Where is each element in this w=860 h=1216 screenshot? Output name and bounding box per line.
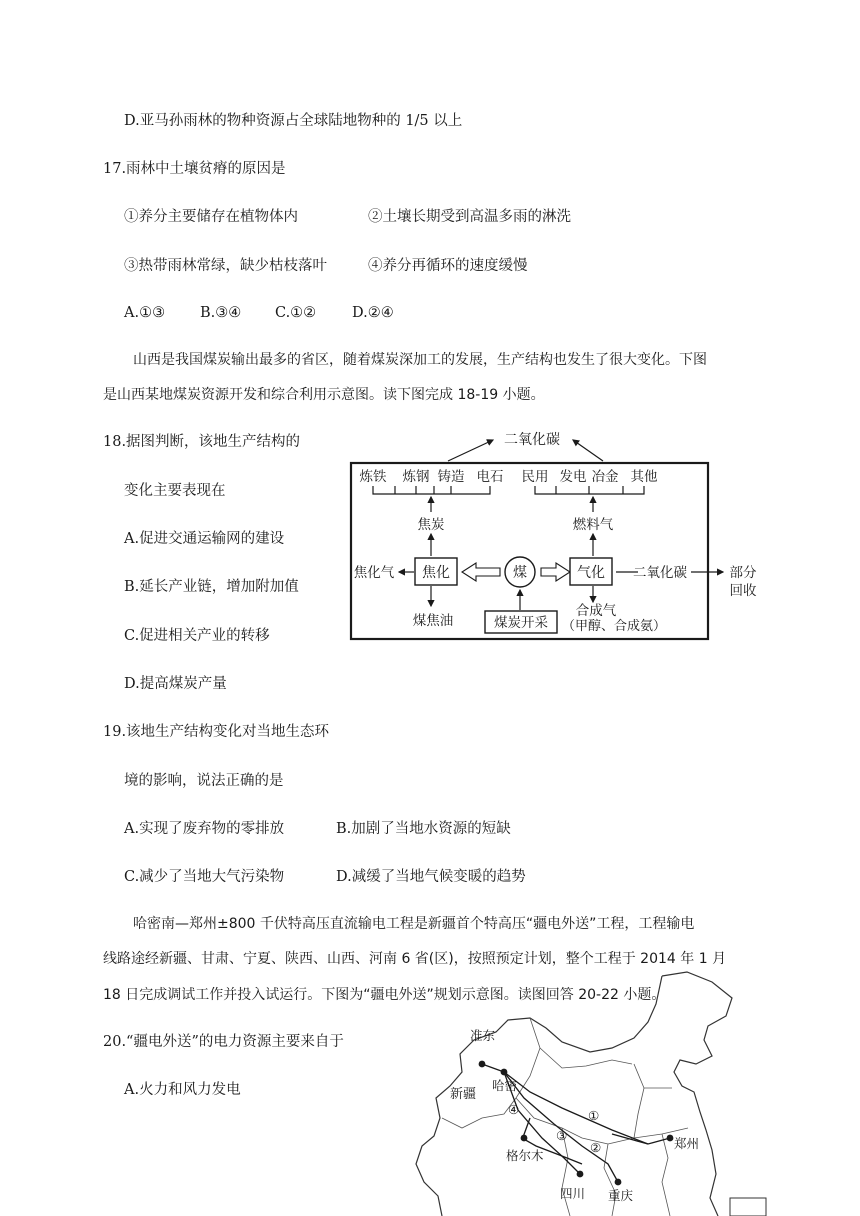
co2-right-label: 二氧化碳: [633, 565, 687, 581]
hechengqi-note: （甲醇、合成氨）: [561, 619, 667, 634]
q16-option-d: D.亚马孙雨林的物种资源占全球陆地物种的 1/5 以上: [124, 113, 463, 129]
use-liangang: 炼钢: [402, 469, 430, 485]
q18-option-a: A.促进交通运输网的建设: [124, 531, 285, 547]
south-sea-inset: [730, 1198, 766, 1216]
map-label-2: ②: [590, 1140, 602, 1155]
use-fadian: 发电: [559, 469, 587, 485]
mei-label: 煤: [513, 565, 527, 581]
map-label-zhengzhou: 郑州: [674, 1136, 700, 1151]
q17-item-2: ②土壤长期受到高温多雨的淋洗: [368, 209, 571, 225]
qihua-label: 气化: [577, 565, 605, 581]
q19-stem-line2: 境的影响，说法正确的是: [124, 773, 284, 789]
power-transmission-map: [412, 968, 772, 1216]
q20-option-a: A.火力和风力发电: [124, 1082, 241, 1098]
q17-option-a: A.①③: [124, 305, 166, 321]
intro1-line1: 山西是我国煤炭输出最多的省区，随着煤炭深加工的发展，生产结构也发生了很大变化。下图: [133, 352, 707, 368]
use-lianjie: 炼铁: [359, 469, 387, 485]
use-minyong: 民用: [521, 469, 549, 485]
q17-item-3: ③热带雨林常绿，缺少枯枝落叶: [124, 258, 327, 274]
coal-utilization-diagram: [348, 428, 768, 644]
intro2-line3: 18 日完成调试工作并投入试运行。下图为“疆电外送”规划示意图。读图回答 20-22 小题。: [103, 987, 666, 1003]
map-label-sichuan: 四川: [560, 1186, 586, 1201]
map-label-4: ④: [508, 1102, 520, 1117]
use-dianshi: 电石: [476, 469, 504, 485]
map-label-hami: 哈密: [492, 1078, 518, 1093]
map-label-zhundong: 准东: [470, 1028, 496, 1043]
q17-option-b: B.③④: [200, 305, 242, 321]
intro2-line1: 哈密南—郑州±800 千伏特高压直流输电工程是新疆首个特高压“疆电外送”工程，工程输电: [133, 916, 695, 932]
q17-option-c: C.①②: [275, 305, 317, 321]
city-dot-zhundong: [479, 1061, 486, 1068]
city-dot-sichuan: [577, 1171, 584, 1178]
city-dot-chongqing: [615, 1179, 622, 1186]
map-label-xinjiang: 新疆: [450, 1087, 477, 1102]
q19-option-b: B.加剧了当地水资源的短缺: [336, 821, 511, 837]
use-qita: 其他: [630, 469, 658, 485]
q18-stem-line2: 变化主要表现在: [124, 483, 226, 499]
q18-option-d: D.提高煤炭产量: [124, 676, 227, 692]
bufen-label: 部分: [729, 565, 757, 581]
q17-item-1: ①养分主要储存在植物体内: [124, 209, 298, 225]
q18-option-c: C.促进相关产业的转移: [124, 628, 270, 644]
hechengqi-label: 合成气: [575, 603, 617, 619]
q19-option-a: A.实现了废弃物的零排放: [124, 821, 285, 837]
use-yejin: 冶金: [591, 469, 619, 485]
map-label-1: ①: [588, 1108, 600, 1123]
q18-stem-line1: 18.据图判断，该地生产结构的: [103, 434, 301, 450]
city-dot-geermu: [521, 1135, 528, 1142]
city-dot-hami: [501, 1069, 508, 1076]
ranliaoqi-label: 燃料气: [572, 517, 614, 533]
q20-stem: 20.“疆电外送”的电力资源主要来自于: [103, 1034, 344, 1050]
q18-option-b: B.延长产业链，增加附加值: [124, 579, 299, 595]
jiaohua-label: 焦化: [422, 565, 450, 581]
map-label-geermu: 格尔木: [506, 1148, 544, 1163]
meitan-kaicai-label: 煤炭开采: [494, 615, 548, 631]
q17-item-4: ④养分再循环的速度缓慢: [368, 258, 528, 274]
q17-stem: 17.雨林中土壤贫瘠的原因是: [103, 161, 286, 177]
intro2-line2: 线路途经新疆、甘肃、宁夏、陕西、山西、河南 6 省(区)，按照预定计划，整个工程于 2014 年 1 月: [103, 951, 727, 967]
jiaotan-label: 焦炭: [417, 517, 445, 533]
q17-option-d: D.②④: [352, 305, 394, 321]
use-zhuzao: 铸造: [437, 469, 465, 485]
intro1-line2: 是山西某地煤炭资源开发和综合利用示意图。读下图完成 18-19 小题。: [103, 387, 545, 403]
jiaohuaqi-label: 焦化气: [353, 565, 395, 581]
map-label-3: ③: [556, 1128, 568, 1143]
q19-stem-line1: 19.该地生产结构变化对当地生态环: [103, 724, 330, 740]
huishou-label: 回收: [729, 583, 757, 599]
q19-option-c: C.减少了当地大气污染物: [124, 869, 285, 885]
map-label-chongqing: 重庆: [608, 1188, 634, 1203]
city-dot-zhengzhou: [667, 1135, 674, 1142]
q19-option-d: D.减缓了当地气候变暖的趋势: [336, 869, 526, 885]
co2-top-label: 二氧化碳: [504, 432, 560, 448]
meijiaoyou-label: 煤焦油: [412, 613, 454, 629]
